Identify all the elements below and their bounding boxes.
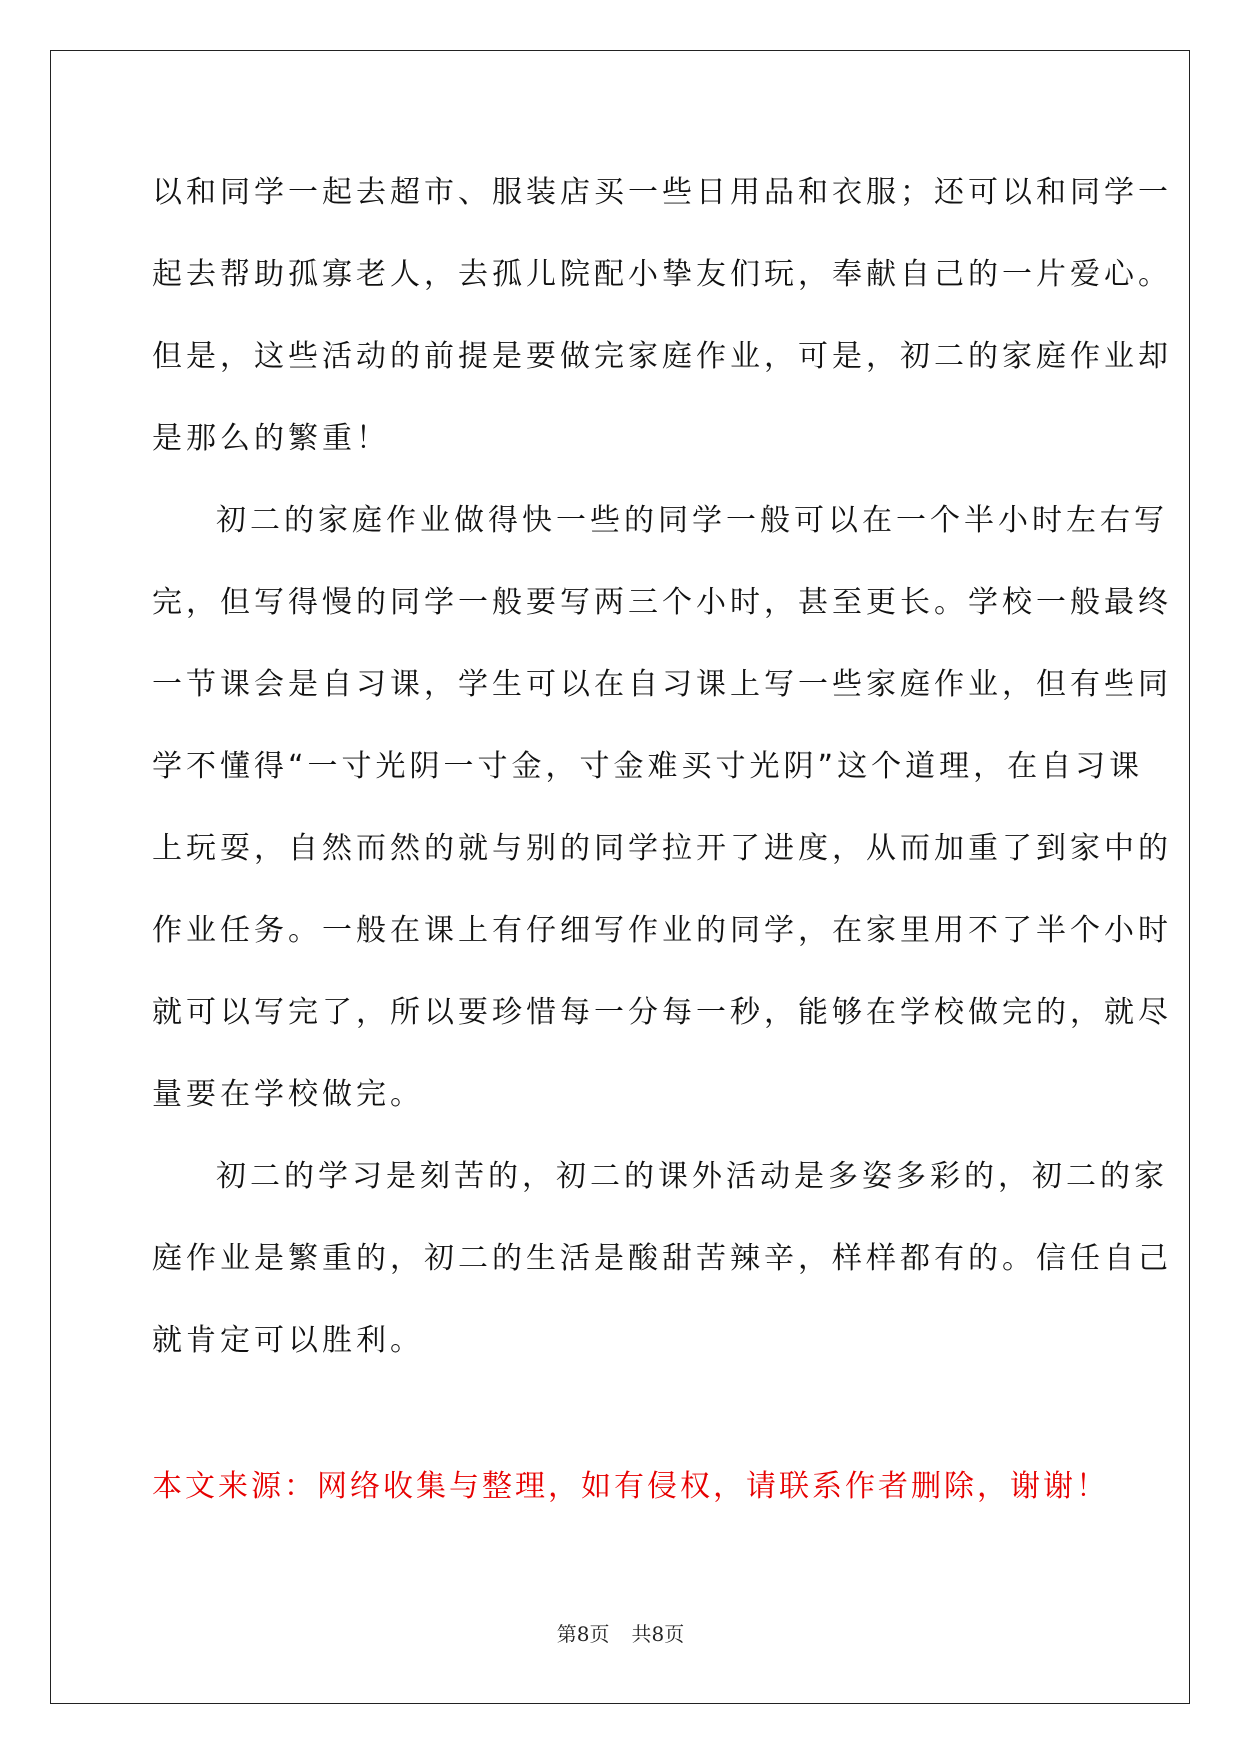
text-line: 完，但写得慢的同学一般要写两三个小时，甚至更长。学校一般最终 (152, 585, 1172, 620)
text-line: 以和同学一起去超市、服装店买一些日用品和衣服；还可以和同学一 (152, 175, 1172, 210)
paragraph (152, 152, 1172, 480)
page-number-total: 共8页 (631, 1622, 685, 1646)
paragraph (152, 480, 1172, 1136)
text-line: 初二的学习是刻苦的，初二的课外活动是多姿多彩的，初二的家 (216, 1159, 1168, 1194)
text-line: 但是，这些活动的前提是要做完家庭作业，可是，初二的家庭作业却 (152, 339, 1172, 374)
page-footer (0, 1618, 1241, 1647)
text-line: 庭作业是繁重的，初二的生活是酸甜苦辣辛，样样都有的。信任自己 (152, 1241, 1172, 1276)
text-line: 就肯定可以胜利。 (152, 1323, 424, 1358)
text-line: 是那么的繁重！ (152, 421, 390, 456)
text-line: 量要在学校做完。 (152, 1077, 424, 1112)
text-line: 作业任务。一般在课上有仔细写作业的同学，在家里用不了半个小时 (152, 913, 1172, 948)
document-body (152, 152, 1172, 1382)
text-line: 学不懂得“一寸光阴一寸金，寸金难买寸光阴”这个道理，在自习课 (152, 749, 1144, 784)
page-number-current: 第8页 (556, 1622, 610, 1646)
text-line: 初二的家庭作业做得快一些的同学一般可以在一个半小时左右写 (216, 503, 1168, 538)
paragraph (152, 1136, 1172, 1382)
text-line: 上玩耍，自然而然的就与别的同学拉开了进度，从而加重了到家中的 (152, 831, 1172, 866)
text-line: 起去帮助孤寡老人，去孤儿院配小挚友们玩，奉献自己的一片爱心。 (152, 257, 1172, 292)
text-line: 一节课会是自习课，学生可以在自习课上写一些家庭作业，但有些同 (152, 667, 1172, 702)
source-note: 本文来源：网络收集与整理，如有侵权，请联系作者删除，谢谢！ (152, 1469, 1109, 1504)
text-line: 就可以写完了，所以要珍惜每一分每一秒，能够在学校做完的，就尽 (152, 995, 1172, 1030)
